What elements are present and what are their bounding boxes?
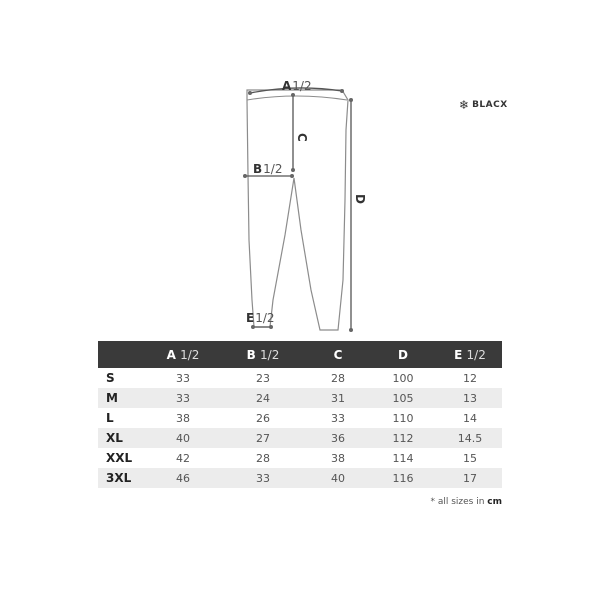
label-b: B1/2	[253, 162, 283, 176]
table-row	[98, 388, 502, 408]
cell-a: 42	[176, 451, 190, 465]
cell-a: 38	[176, 411, 190, 425]
label-e: E1/2	[246, 311, 275, 325]
header-c: C	[308, 341, 368, 368]
cell-c: 36	[308, 428, 368, 448]
table-row	[98, 408, 502, 428]
header-d: D	[368, 341, 438, 368]
cell-c: 28	[331, 371, 345, 385]
table-row	[98, 368, 502, 388]
cell-d: 112	[368, 428, 438, 448]
cell-b: 33	[218, 468, 308, 488]
cell-e: 14	[463, 411, 477, 425]
snowflake-icon: ❄	[459, 98, 470, 112]
cell-a: 40	[148, 428, 218, 448]
cell-d: 105	[368, 388, 438, 408]
size-label: S	[106, 371, 115, 385]
table-row	[98, 428, 502, 448]
size-label: XXL	[106, 451, 133, 465]
label-d: D	[353, 194, 367, 204]
measure-dot-d-bottom	[349, 328, 353, 332]
cell-e: 15	[463, 451, 477, 465]
cell-a: 46	[148, 468, 218, 488]
cell-c: 31	[308, 388, 368, 408]
footnote-unit: cm	[487, 497, 502, 507]
label-a: A1/2	[282, 79, 312, 93]
pants-outline	[247, 90, 348, 330]
cell-d: 116	[368, 468, 438, 488]
header-size	[98, 341, 148, 368]
measure-dot-c-top	[291, 93, 295, 97]
size-label: XL	[98, 428, 148, 448]
brand-name: BLACX	[472, 100, 508, 110]
cell-d: 110	[392, 411, 414, 425]
cell-c: 40	[308, 468, 368, 488]
size-chart-table	[98, 341, 502, 488]
measure-dot-b-right	[290, 174, 294, 178]
cell-a: 33	[176, 371, 190, 385]
label-c: C	[295, 133, 309, 142]
table-row	[98, 448, 502, 468]
cell-b: 27	[218, 428, 308, 448]
units-footnote	[430, 497, 502, 507]
measure-dot-a-right	[340, 89, 344, 93]
footnote-text: * all sizes in	[430, 497, 488, 507]
measure-dot-b-left	[243, 174, 247, 178]
cell-e: 17	[438, 468, 502, 488]
header-e: E 1/2	[438, 341, 502, 368]
table-header-row	[98, 341, 502, 368]
measure-dot-e-right	[269, 325, 273, 329]
brand-logo	[459, 99, 508, 111]
waistband-line	[247, 96, 347, 100]
cell-e: 12	[463, 371, 477, 385]
cell-c: 33	[331, 411, 345, 425]
measure-dot-e-left	[251, 325, 255, 329]
header-a: A 1/2	[148, 341, 218, 368]
cell-b: 24	[218, 388, 308, 408]
size-label: L	[106, 411, 114, 425]
cell-e: 13	[438, 388, 502, 408]
size-label: M	[98, 388, 148, 408]
measure-dot-d-top	[349, 98, 353, 102]
cell-d: 114	[392, 451, 414, 465]
cell-c: 38	[331, 451, 345, 465]
header-b: B 1/2	[218, 341, 308, 368]
cell-b: 23	[256, 371, 270, 385]
cell-e: 14.5	[438, 428, 502, 448]
measure-dot-a-left	[248, 91, 252, 95]
cell-b: 26	[256, 411, 270, 425]
cell-b: 28	[256, 451, 270, 465]
cell-a: 33	[148, 388, 218, 408]
measure-dot-c-bottom	[291, 168, 295, 172]
table-row	[98, 468, 502, 488]
cell-d: 100	[392, 371, 414, 385]
size-label: 3XL	[98, 468, 148, 488]
